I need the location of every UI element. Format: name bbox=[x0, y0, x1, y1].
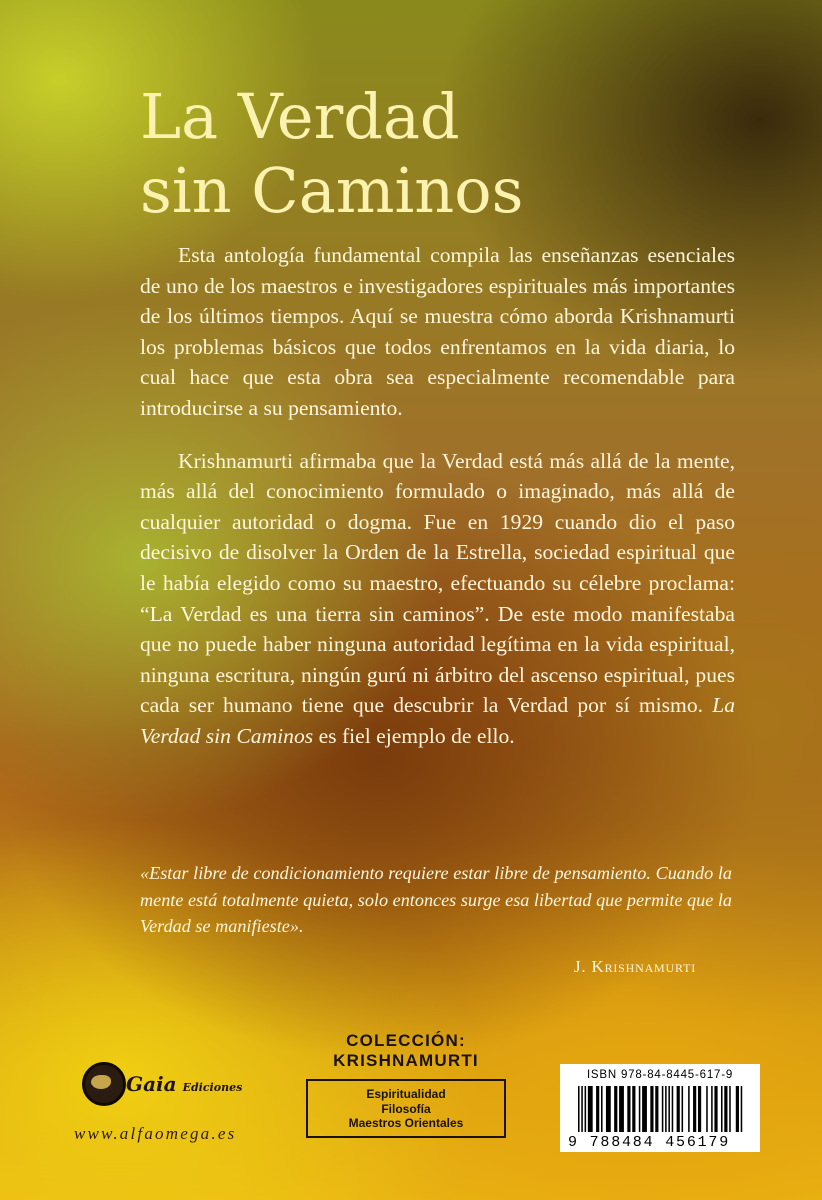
barcode-bar bbox=[614, 1086, 617, 1132]
barcode-bar bbox=[677, 1086, 680, 1132]
synopsis-paragraph-2 bbox=[140, 446, 735, 752]
barcode-bar bbox=[665, 1086, 667, 1132]
isbn-barcode bbox=[560, 1064, 760, 1152]
barcode-bar bbox=[736, 1086, 739, 1132]
barcode-bar bbox=[619, 1086, 624, 1132]
publisher-name bbox=[126, 1072, 242, 1096]
barcode-bar bbox=[606, 1086, 611, 1132]
epigraph-quote: «Estar libre de condicionamiento requiere estar libre de pensamiento. Cuando la mente está totalmente quieta, solo entonces surge esa libertad que permite que la Verdad se manifieste». bbox=[140, 863, 732, 936]
barcode-bar bbox=[581, 1086, 583, 1132]
barcode-bar bbox=[711, 1086, 713, 1132]
barcode-bar bbox=[578, 1086, 580, 1132]
title-line-1: La Verdad bbox=[140, 80, 460, 153]
collection-topic: Filosofía bbox=[381, 1101, 431, 1116]
barcode-bar bbox=[698, 1086, 701, 1132]
barcode-bar bbox=[596, 1086, 599, 1132]
barcode-bar bbox=[706, 1086, 708, 1132]
barcode-bar bbox=[650, 1086, 653, 1132]
publisher-website: www.alfaomega.es bbox=[74, 1124, 237, 1143]
collection-topic: Espiritualidad bbox=[366, 1087, 446, 1101]
barcode-bar bbox=[721, 1086, 723, 1132]
barcode-bar bbox=[662, 1086, 664, 1132]
collection-block bbox=[306, 1031, 506, 1138]
barcode-bar bbox=[672, 1086, 674, 1132]
synopsis-paragraph-2-main: Krishnamurti afirmaba que la Verdad está más allá de la mente, más allá del conocimiento formulado o imaginado, más allá de cualquier autoridad o dogma. Fue en 1929 cuando dio el paso decisivo de disolver la Orden de la Estrella, sociedad espiritual que le había elegido como su maestro, efectuando su célebre proclama: “La Verdad es una tierra sin caminos”. De este modo manifestaba que no puede haber ninguna autoridad legítima en la vida espiritual, ninguna escritura, ningún gurú ni árbitro del ascenso espiritual, pues cada ser humano tiene que descubrir la Verdad por sí mismo. bbox=[140, 448, 735, 718]
quote-author: J. Krishnamurti bbox=[573, 957, 696, 976]
publisher-name-main: Gaia bbox=[126, 1072, 177, 1096]
barcode-bar bbox=[688, 1086, 690, 1132]
title-line-2: sin Caminos bbox=[140, 154, 524, 227]
barcode-bar bbox=[714, 1086, 717, 1132]
barcode-bar bbox=[693, 1086, 696, 1132]
barcode-bar bbox=[588, 1086, 593, 1132]
publisher-logo bbox=[72, 1060, 272, 1110]
barcode-bar bbox=[724, 1086, 727, 1132]
collection-topics bbox=[306, 1079, 506, 1138]
barcode-bar bbox=[668, 1086, 670, 1132]
collection-topic: Maestros Orientales bbox=[348, 1116, 464, 1130]
synopsis-paragraph-1: Esta antología fundamental compila las enseñanzas esenciales de uno de los maestros e investigadores espirituales más importantes de los últimos tiempos. Aquí se muestra cómo aborda Krishnamurti los problemas básicos que todos enfrentamos en la vida diaria, lo cual hace que esta obra sea especialmente recomendable para introducirse a su pensamiento. bbox=[140, 243, 735, 420]
collection-heading-line-2: KRISHNAMURTI bbox=[333, 1051, 479, 1070]
publisher-name-sub: Ediciones bbox=[182, 1081, 243, 1094]
barcode-bar bbox=[627, 1086, 630, 1132]
barcode-bar bbox=[601, 1086, 603, 1132]
collection-heading bbox=[306, 1031, 506, 1071]
barcode-bar bbox=[632, 1086, 635, 1132]
isbn-label: ISBN 978-84-8445-617-9 bbox=[586, 1069, 734, 1081]
synopsis bbox=[140, 240, 735, 774]
collection-heading-line-1: COLECCIÓN: bbox=[346, 1031, 466, 1050]
book-title bbox=[140, 80, 523, 228]
barcode-bars bbox=[578, 1086, 744, 1136]
book-title-reference: La Verdad sin Caminos bbox=[140, 693, 735, 748]
isbn-digits: 9 788484 456179 bbox=[568, 1134, 731, 1151]
barcode-bar bbox=[729, 1086, 731, 1132]
barcode-bar bbox=[585, 1086, 587, 1132]
barcode-bar bbox=[639, 1086, 641, 1132]
barcode-bar bbox=[741, 1086, 743, 1132]
synopsis-paragraph-2-end: es fiel ejemplo de ello. bbox=[318, 723, 515, 748]
barcode-bar bbox=[655, 1086, 658, 1132]
globe-icon bbox=[82, 1062, 126, 1106]
barcode-bar bbox=[682, 1086, 684, 1132]
barcode-bar bbox=[642, 1086, 647, 1132]
